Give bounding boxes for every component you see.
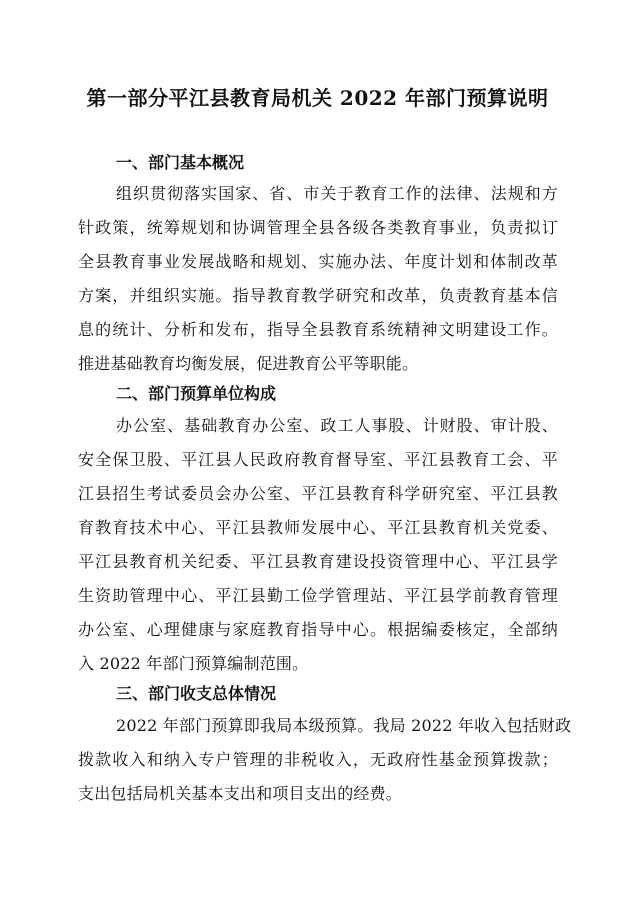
paragraph-line: 拨款收入和纳入专户管理的非税收入，无政府性基金预算拨款；	[78, 750, 558, 769]
paragraph-line: 办公室、基础教育办公室、政工人事股、计财股、审计股、	[116, 416, 558, 435]
section-body-income-expenditure	[78, 709, 572, 811]
paragraph-line: 生资助管理中心、平江县勤工俭学管理站、平江县学前教育管理	[78, 586, 558, 605]
paragraph-line: 推进基础教育均衡发展，促进教育公平等职能。	[78, 354, 419, 373]
paragraph-line: 支出包括局机关基本支出和项目支出的经费。	[78, 784, 403, 803]
section-heading-budget-units: 二、部门预算单位构成	[116, 384, 277, 403]
paragraph-line: 针政策，统筹规划和协调管理全县各级各类教育事业，负责拟订	[78, 218, 558, 237]
paragraph-line: 江县招生考试委员会办公室、平江县教育科学研究室、平江县教	[78, 484, 558, 503]
document-title: 第一部分平江县教育局机关 2022 年部门预算说明	[86, 86, 549, 110]
paragraph-line: 平江县教育机关纪委、平江县教育建设投资管理中心、平江县学	[78, 552, 558, 571]
section-body-budget-units	[78, 409, 558, 681]
paragraph-line: 方案，并组织实施。指导教育教学研究和改革，负责教育基本信	[78, 286, 558, 305]
paragraph-line: 全县教育事业发展战略和规划、实施办法、年度计划和体制改革	[78, 252, 558, 271]
section-body-basic-overview	[78, 177, 558, 381]
paragraph-line: 息的统计、分析和发布，指导全县教育系统精神文明建设工作。	[78, 320, 558, 339]
paragraph-line: 组织贯彻落实国家、省、市关于教育工作的法律、法规和方	[116, 184, 558, 203]
section-heading-basic-overview: 一、部门基本概况	[116, 153, 245, 172]
section-heading-income-expenditure: 三、部门收支总体情况	[116, 684, 277, 703]
paragraph-line: 入 2022 年部门预算编制范围。	[78, 654, 309, 673]
paragraph-line: 安全保卫股、平江县人民政府教育督导室、平江县教育工会、平	[78, 450, 558, 469]
paragraph-line: 育教育技术中心、平江县教师发展中心、平江县教育机关党委、	[78, 518, 558, 537]
paragraph-line: 2022 年部门预算即我局本级预算。我局 2022 年收入包括财政	[116, 716, 572, 735]
paragraph-line: 办公室、心理健康与家庭教育指导中心。根据编委核定，全部纳	[78, 620, 558, 639]
